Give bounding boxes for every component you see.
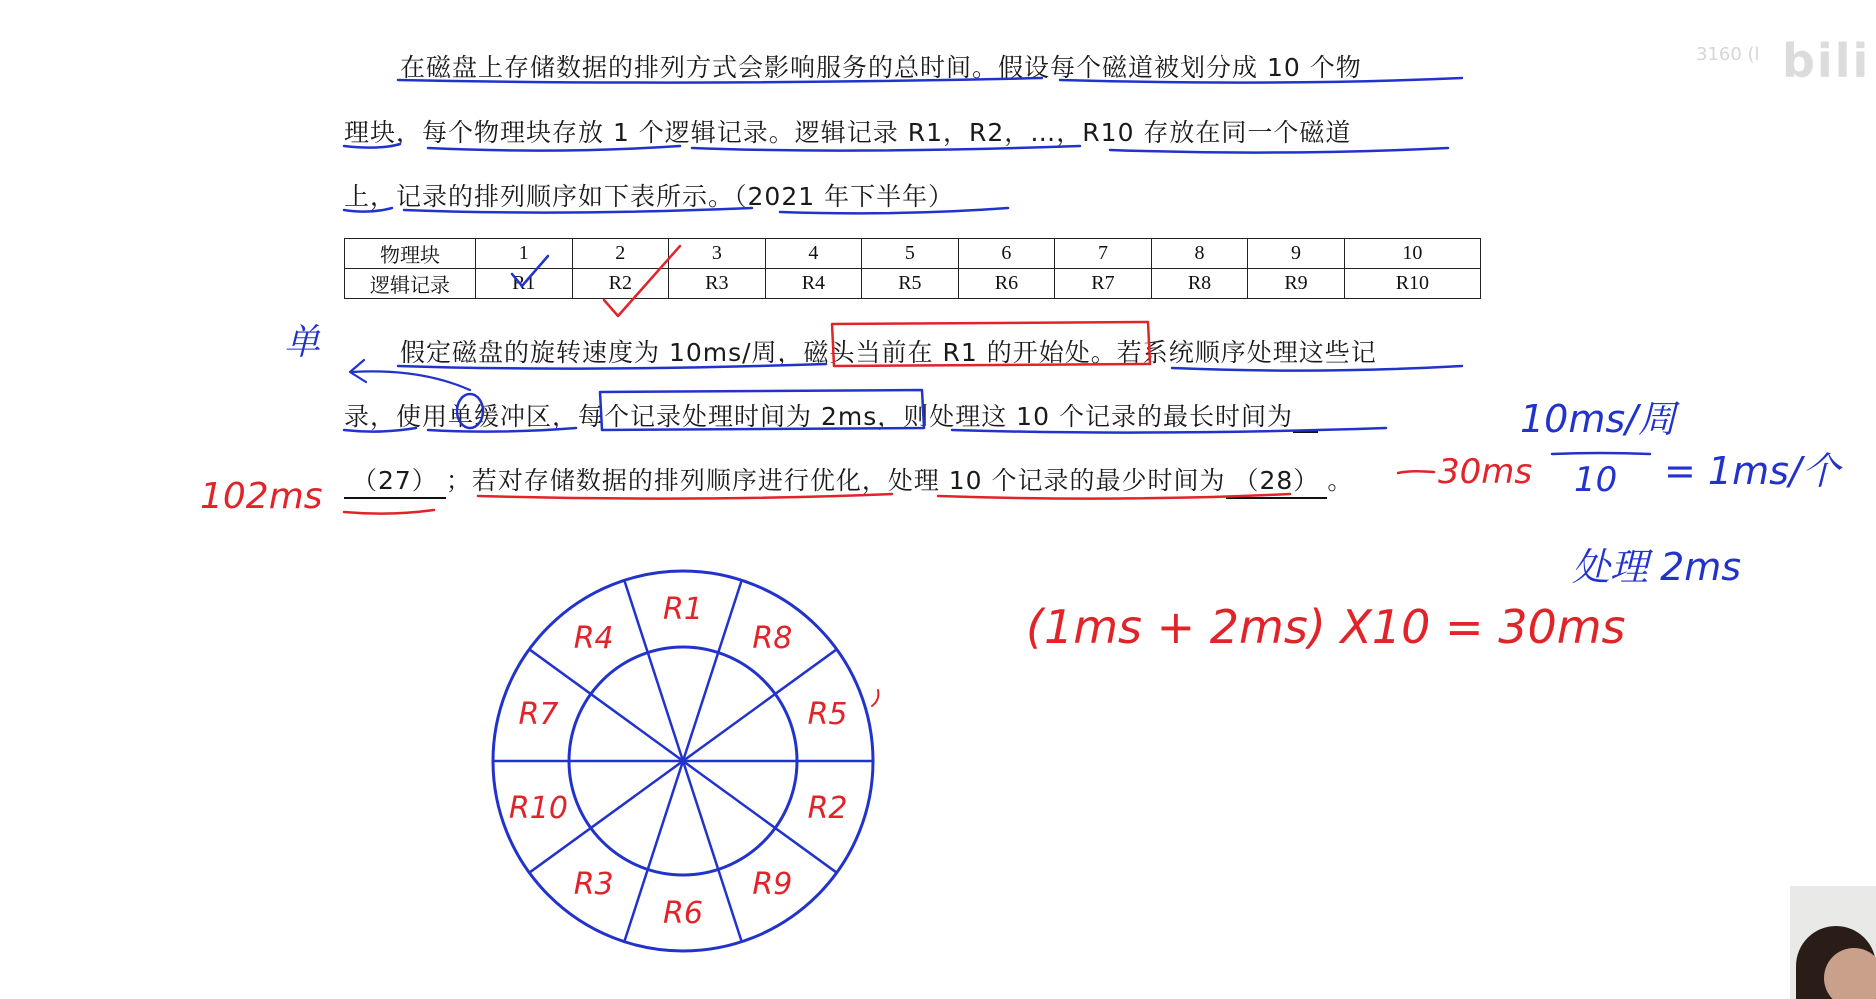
check-mark-2	[604, 246, 680, 316]
disk-sector-label: R8	[752, 621, 793, 657]
block-cell-9: 9	[1248, 239, 1345, 269]
question-line-3: 上，记录的排列顺序如下表所示。（2021 年下半年）	[344, 182, 955, 211]
hw-formula: (1ms + 2ms) X10 = 30ms	[1026, 600, 1626, 654]
block-cell-7: 7	[1055, 239, 1152, 269]
question-line-5-text: 录，使用单缓冲区，每个记录处理时间为 2ms，则处理这 10 个记录的最长时间为	[344, 402, 1293, 431]
record-cell-1: R1	[476, 269, 573, 299]
record-cell-7: R7	[1055, 269, 1152, 299]
underline-4a	[398, 364, 826, 369]
underline-3a	[344, 208, 392, 212]
disk-sector-label: R5	[807, 697, 848, 733]
underline-2a	[344, 144, 400, 148]
logical-record-header: 逻辑记录	[345, 269, 476, 299]
underline-2b	[428, 146, 680, 151]
underline-6c	[938, 494, 1290, 499]
hw-rotation-speed: 10ms/周	[1520, 397, 1676, 441]
red-dash	[1398, 471, 1434, 473]
blank-27: （27）	[344, 461, 446, 499]
disk-sector-label: R6	[663, 896, 703, 931]
webcam-thumbnail	[1790, 886, 1876, 999]
record-cell-6: R6	[958, 269, 1055, 299]
underline-2c	[692, 146, 1080, 151]
disk-sector-label: R2	[807, 790, 848, 826]
question-line-6-text: ；若对存储数据的排列顺序进行优化，处理 10 个记录的最少时间为	[445, 466, 1226, 495]
underline-5b	[428, 428, 576, 432]
record-cell-2: R2	[572, 269, 669, 299]
underline-1b	[1060, 78, 1462, 83]
block-cell-2: 2	[572, 239, 669, 269]
block-cell-8: 8	[1151, 239, 1248, 269]
underline-2d	[1110, 148, 1448, 153]
disk-sector-label: R9	[752, 866, 793, 902]
hw-per-block: = 1ms/个	[1664, 449, 1840, 493]
record-cell-10: R10	[1344, 269, 1480, 299]
block-cell-4: 4	[765, 239, 862, 269]
underline-4b	[1172, 366, 1462, 371]
block-cell-3: 3	[669, 239, 766, 269]
question-line-2: 理块，每个物理块存放 1 个逻辑记录。逻辑记录 R1，R2，…，R10 存放在同一个磁道	[344, 118, 1352, 147]
hw-answer-27: 102ms	[200, 476, 323, 517]
hw-divisor: 10	[1574, 460, 1618, 500]
record-cell-8: R8	[1151, 269, 1248, 299]
block-cell-10: 10	[1344, 239, 1480, 269]
blue-box-2ms	[600, 390, 924, 430]
underline-3c	[780, 208, 1008, 213]
underline-6a	[344, 510, 434, 514]
question-line-4: 假定磁盘的旋转速度为 10ms/周，磁头当前在 R1 的开始处。若系统顺序处理这些记	[400, 338, 1377, 367]
record-cell-5: R5	[862, 269, 959, 299]
underline-6b	[478, 494, 892, 499]
block-cell-6: 6	[958, 239, 1055, 269]
record-cell-3: R3	[669, 269, 766, 299]
arrow-to-single	[352, 371, 470, 390]
disk-sector-label: R1	[663, 592, 703, 627]
disk-sector-label: R4	[573, 621, 614, 657]
fraction-line	[1552, 453, 1650, 454]
underline-5a	[344, 428, 416, 432]
check-mark-1	[512, 256, 548, 286]
record-cell-4: R4	[765, 269, 862, 299]
underline-5c	[952, 428, 1386, 433]
physical-block-header: 物理块	[345, 239, 476, 269]
record-cell-9: R9	[1248, 269, 1345, 299]
underline-1a	[398, 78, 1042, 83]
question-line-6-end: 。	[1327, 466, 1354, 495]
block-cell-5: 5	[862, 239, 959, 269]
hw-processing: 处理 2ms	[1572, 545, 1742, 589]
circle-single	[457, 394, 483, 428]
video-watermark: 3160 (l	[1696, 44, 1760, 65]
hw-answer-28: 30ms	[1438, 452, 1533, 492]
underline-3b	[404, 208, 752, 213]
stray-tick	[872, 690, 878, 706]
red-box-r1	[832, 322, 1150, 366]
disk-sector-label: R3	[573, 866, 614, 902]
hw-single: 单	[284, 322, 321, 363]
disk-diagram	[493, 571, 873, 951]
blank-28: （28）	[1226, 461, 1328, 499]
disk-sector-label: R7	[518, 697, 559, 733]
question-line-1: 在磁盘上存储数据的排列方式会影响服务的总时间。假设每个磁道被划分成 10 个物	[400, 53, 1362, 82]
bilibili-logo: bili	[1782, 34, 1871, 88]
disk-sector-label: R10	[508, 790, 568, 826]
block-cell-1: 1	[476, 239, 573, 269]
